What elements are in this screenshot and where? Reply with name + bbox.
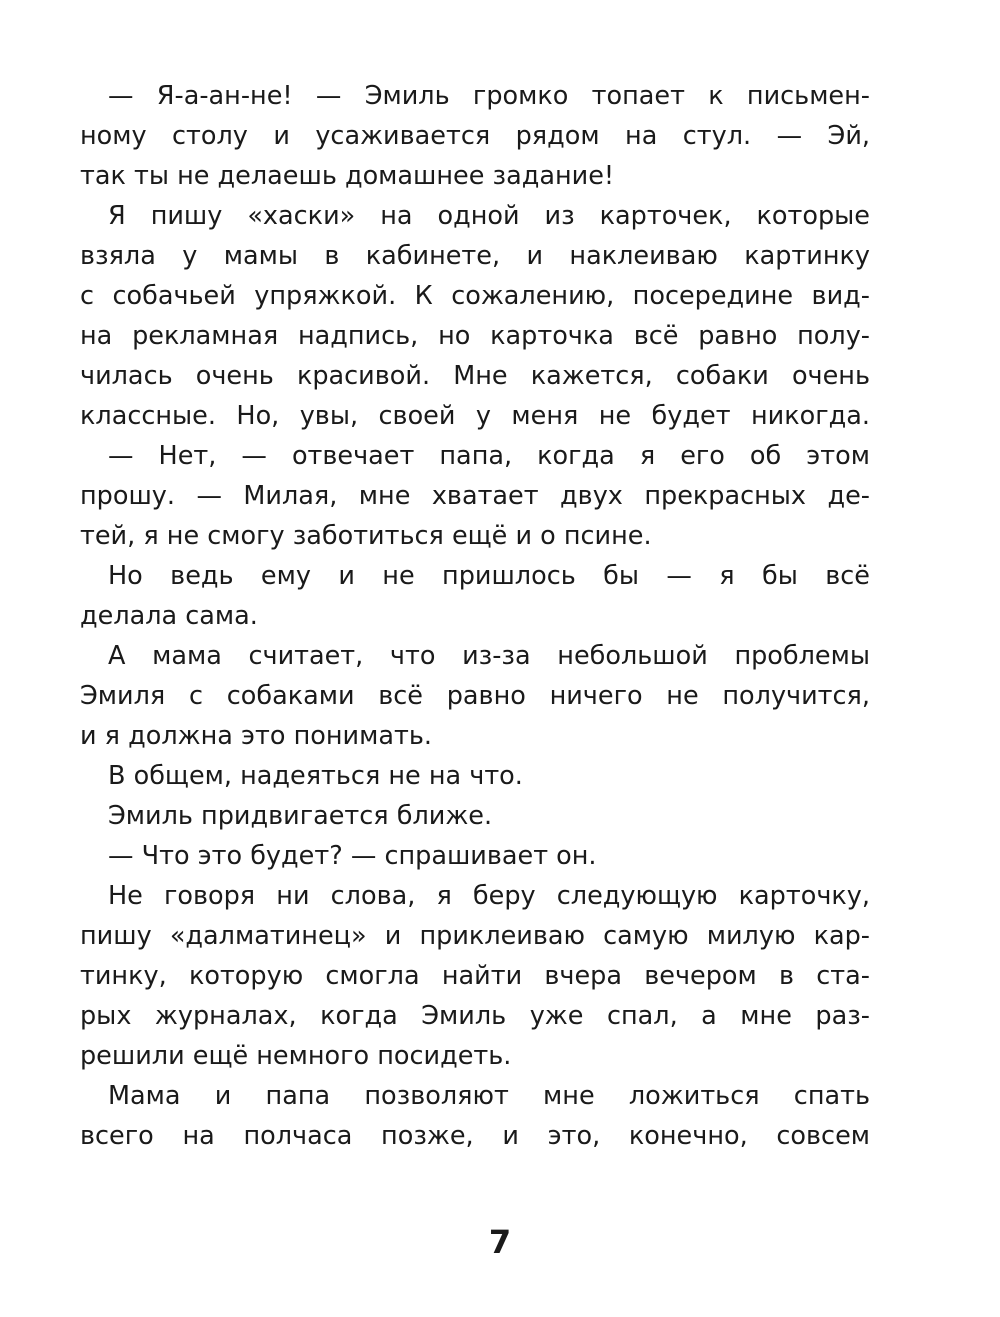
text-line: Мама и папа позволяют мне ложиться спать: [108, 1081, 870, 1111]
text-line: — Я-а-ан-не! — Эмиль громко топает к письмен-: [108, 81, 870, 111]
paragraph: [80, 196, 870, 436]
text-line: Эмиль придвигается ближе.: [108, 801, 493, 831]
text-line: Эмиля с собаками всё равно ничего не получится,: [80, 681, 870, 711]
paragraph: [80, 636, 870, 756]
text-line: В общем, надеяться не на что.: [108, 761, 523, 791]
text-line: — Что это будет? — спрашивает он.: [108, 841, 597, 871]
paragraph: [80, 756, 870, 796]
text-line: делала сама.: [80, 601, 258, 631]
text-line: — Нет, — отвечает папа, когда я его об этом: [108, 441, 870, 471]
text-line: ному столу и усаживается рядом на стул. — Эй,: [80, 121, 870, 151]
text-line: тинку, которую смогла найти вчера вечером в ста-: [80, 961, 870, 991]
text-line: Но ведь ему и не пришлось бы — я бы всё: [108, 561, 870, 591]
text-line: Я пишу «хаски» на одной из карточек, которые: [108, 201, 870, 231]
text-line: А мама считает, что из-за небольшой проблемы: [108, 641, 870, 671]
text-line: классные. Но, увы, своей у меня не будет никогда.: [80, 401, 870, 431]
paragraph: [80, 436, 870, 556]
book-page-text: [80, 76, 870, 1156]
text-line: Не говоря ни слова, я беру следующую карточку,: [108, 881, 870, 911]
text-line: с собачьей упряжкой. К сожалению, посередине вид-: [80, 281, 870, 311]
page-number: 7: [488, 1223, 512, 1261]
text-line: на рекламная надпись, но карточка всё равно полу-: [80, 321, 870, 351]
text-line: тей, я не смогу заботиться ещё и о псине.: [80, 521, 652, 551]
text-line: прошу. — Милая, мне хватает двух прекрасных де-: [80, 481, 870, 511]
text-line: так ты не делаешь домашнее задание!: [80, 161, 615, 191]
text-line: и я должна это понимать.: [80, 721, 432, 751]
paragraph: [80, 556, 870, 636]
paragraph: [80, 796, 870, 836]
text-line: рых журналах, когда Эмиль уже спал, а мне раз-: [80, 1001, 870, 1031]
paragraph: [80, 76, 870, 196]
text-line: чилась очень красивой. Мне кажется, собаки очень: [80, 361, 870, 391]
text-line: всего на полчаса позже, и это, конечно, совсем: [80, 1121, 870, 1151]
paragraph: [80, 1076, 870, 1156]
text-line: пишу «далматинец» и приклеиваю самую милую кар-: [80, 921, 870, 951]
text-line: взяла у мамы в кабинете, и наклеиваю картинку: [80, 241, 870, 271]
paragraph: [80, 876, 870, 1076]
text-line: решили ещё немного посидеть.: [80, 1041, 512, 1071]
paragraph: [80, 836, 870, 876]
